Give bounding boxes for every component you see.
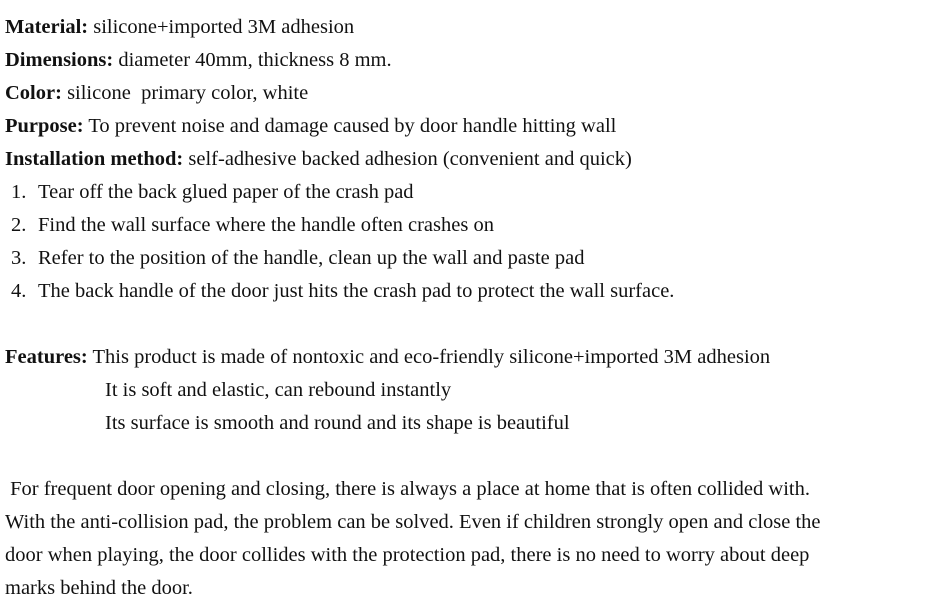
- paragraph-line: For frequent door opening and closing, there is always a place at home that is often collided with.: [5, 478, 810, 500]
- step-text: The back handle of the door just hits the crash pad to protect the wall surface.: [38, 280, 675, 302]
- spacer: [5, 308, 931, 341]
- spec-installation: [5, 143, 931, 176]
- install-step: [5, 242, 931, 275]
- spec-label: Material:: [5, 16, 89, 38]
- step-text: Tear off the back glued paper of the crash pad: [38, 181, 414, 203]
- features-heading: [5, 341, 931, 374]
- spec-dimensions: [5, 44, 931, 77]
- spec-label: Installation method:: [5, 148, 184, 170]
- spec-label: Purpose:: [5, 115, 84, 137]
- paragraph-line: With the anti-collision pad, the problem can be solved. Even if children strongly open and close the: [5, 511, 821, 533]
- spec-value: diameter 40mm, thickness 8 mm.: [118, 49, 392, 71]
- spec-purpose: [5, 110, 931, 143]
- spec-color: [5, 77, 931, 110]
- feature-item: It is soft and elastic, can rebound instantly: [105, 379, 452, 401]
- feature-item: Its surface is smooth and round and its shape is beautiful: [105, 412, 570, 434]
- spec-value: silicone+imported 3M adhesion: [93, 16, 355, 38]
- step-text: Refer to the position of the handle, clean up the wall and paste pad: [38, 247, 585, 269]
- spacer: [5, 440, 931, 473]
- install-step: [5, 176, 931, 209]
- paragraph-line: marks behind the door.: [5, 577, 193, 599]
- feature-text: This product is made of nontoxic and eco-friendly silicone+imported 3M adhesion: [92, 346, 771, 368]
- step-number: 2.: [11, 214, 27, 236]
- step-text: Find the wall surface where the handle often crashes on: [38, 214, 494, 236]
- install-step: [5, 275, 931, 308]
- spec-value: self-adhesive backed adhesion (convenient and quick): [188, 148, 632, 170]
- step-number: 4.: [11, 280, 27, 302]
- step-number: 3.: [11, 247, 27, 269]
- paragraph-line: door when playing, the door collides with the protection pad, there is no need to worry about deep: [5, 544, 810, 566]
- install-step: [5, 209, 931, 242]
- spec-value: To prevent noise and damage caused by door handle hitting wall: [88, 115, 617, 137]
- spec-label: Dimensions:: [5, 49, 114, 71]
- features-label: Features:: [5, 346, 88, 368]
- spec-value: silicone primary color, white: [67, 82, 309, 104]
- step-number: 1.: [11, 181, 27, 203]
- spec-label: Color:: [5, 82, 62, 104]
- spec-material: [5, 11, 931, 44]
